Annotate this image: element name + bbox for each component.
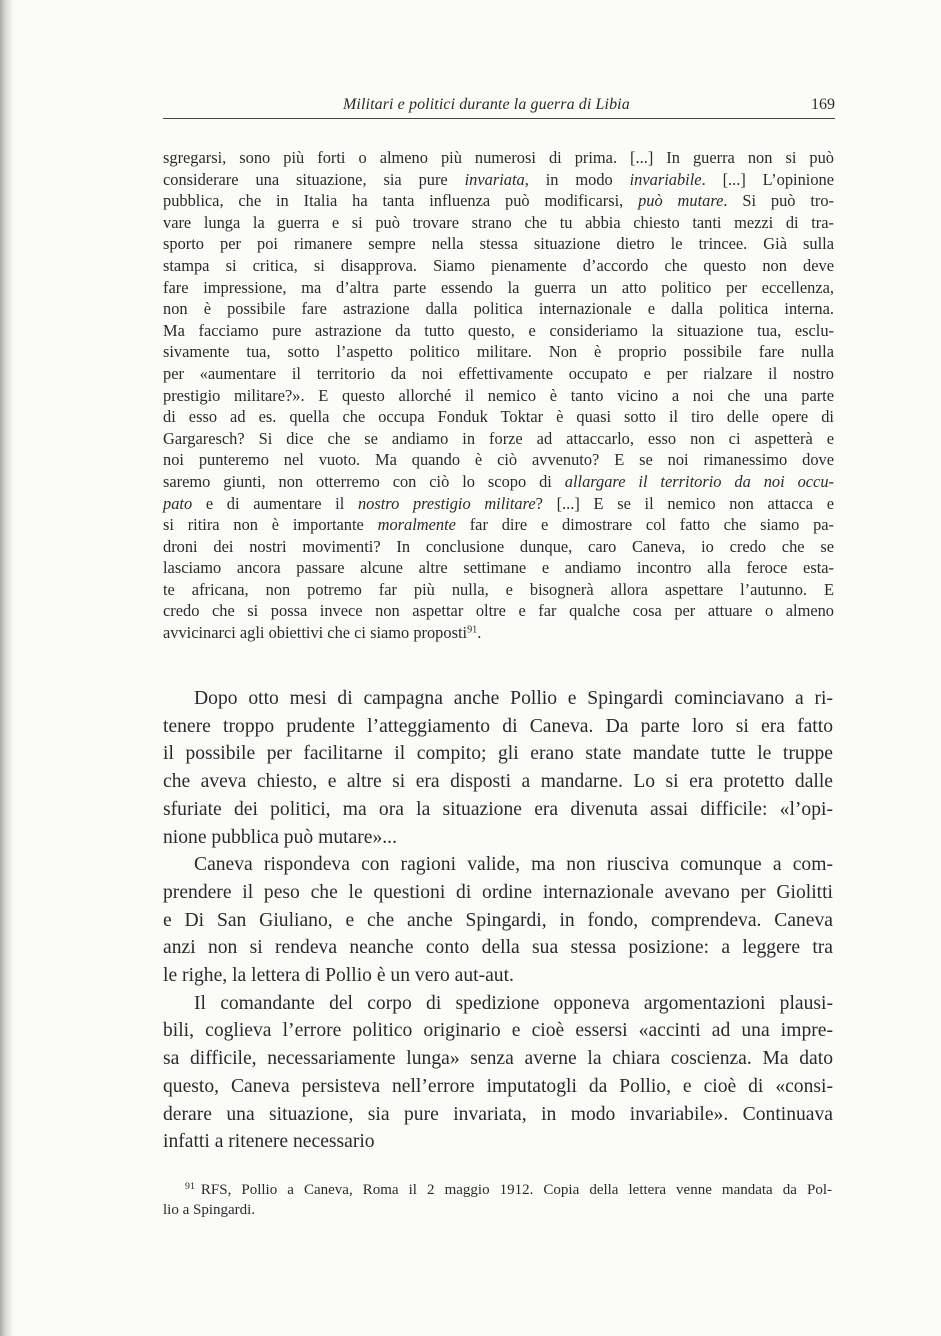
body-line: sfuriate dei politici, ma ora la situazione era divenuta assai difficile: «l’opi-	[163, 798, 833, 820]
body-line: il possibile per facilitarne il compito; gli erano state mandate tutte le truppe	[163, 743, 833, 765]
footnote-line	[163, 1180, 832, 1200]
quote-line: pato e di aumentare il nostro prestigio militare? [...] E se il nemico non attacca e	[163, 493, 834, 513]
quote-line: vare lunga la guerra e si può trovare strano che tu abbia chiesto tanti mezzi di tra-	[163, 212, 834, 232]
italic-phrase: pato	[163, 493, 193, 513]
body-line: anzi non si rendeva neanche conto della sua stessa posizione: a leggere tra	[163, 937, 833, 959]
quote-line: sgregarsi, sono più forti o almeno più numerosi di prima. [...] In guerra non si può	[163, 148, 834, 167]
quote-line: non è possibile fare astrazione dalla politica internazionale e dalla politica interna.	[163, 299, 834, 319]
body-line: Il comandante del corpo di spedizione opponeva argomentazioni plausi-	[194, 992, 833, 1014]
quote-line: considerare una situazione, sia pure invariata, in modo invariabile. [...] L’opinione	[163, 169, 835, 189]
body-line: Caneva rispondeva con ragioni valide, ma non riusciva comunque a com-	[194, 854, 833, 876]
italic-phrase: allargare il territorio da noi occu-	[564, 471, 834, 491]
header-rule	[163, 118, 835, 119]
quote-line: lasciamo ancora passare alcune altre settimane e andiamo incontro alla feroce esta-	[163, 558, 834, 578]
quote-line: pubblica, che in Italia ha tanta influenza può modificarsi, può mutare. Si può tro-	[163, 191, 834, 211]
footnote	[163, 1180, 832, 1220]
body-line: Dopo otto mesi di campagna anche Pollio e Spingardi cominciavano a ri-	[194, 688, 833, 709]
quote-line: saremo giunti, non otterremo con ciò lo scopo di allargare il territorio da noi occu-	[163, 471, 834, 491]
body-line: e Di San Giuliano, e che anche Spingardi, in fondo, comprendeva. Caneva	[163, 909, 833, 931]
quote-line: credo che si possa invece non aspettar oltre e far qualche cosa per attuare o almeno	[163, 601, 834, 621]
quote-line: si ritira non è importante moralmente far dire e dimostrare col fatto che siamo pa-	[163, 515, 834, 535]
quote-line: Gargaresch? Si dice che se andiamo in forze ad attaccarlo, esso non ci aspetterà e	[163, 428, 834, 448]
running-title: Militari e politici durante la guerra di Libia	[343, 96, 630, 113]
body-line: questo, Caneva persisteva nell’errore imputatogli da Pollio, e cioè di «consi-	[163, 1075, 833, 1097]
quote-line: stampa si critica, si disapprova. Siamo pienamente d’accordo che questo non deve	[163, 255, 834, 275]
quote-end-punctuation: .	[477, 623, 482, 643]
quote-line	[163, 622, 834, 644]
footnote-line: lio a Spingardi.	[163, 1202, 256, 1218]
body-line: sa difficile, necessariamente lunga» senza averne la chiara coscienza. Ma dato	[163, 1048, 833, 1070]
footnote-number: 91	[185, 1181, 195, 1193]
italic-phrase: può mutare	[638, 191, 724, 211]
quote-line: droni dei nostri movimenti? In conclusione dunque, caro Caneva, io credo che se	[163, 536, 834, 556]
quote-line: di esso ad es. quella che occupa Fonduk Toktar è quasi sotto il tiro delle opere di	[163, 407, 834, 427]
quote-line: fare impressione, ma d’altra parte essendo la guerra un atto politico per eccellenza,	[163, 277, 834, 297]
quote-line: prestigio militare?». E questo allorché il nemico è tanto vicino a noi che una parte	[163, 385, 834, 405]
footnote-reference: 91	[467, 624, 478, 636]
body-line: prendere il peso che le questioni di ordine internazionale avevano per Giolitti	[163, 881, 833, 903]
body-line: derare una situazione, sia pure invariata, in modo invariabile». Continuava	[163, 1103, 833, 1125]
body-line: che aveva chiesto, e altre si era disposti a mandarne. Lo si era protetto dalle	[163, 771, 833, 793]
body-text	[163, 685, 833, 1156]
italic-phrase: invariabile	[629, 169, 702, 189]
footnote-text: RFS, Pollio a Caneva, Roma il 2 maggio 1912. Copia della lettera venne mandata da Pol-	[200, 1182, 832, 1198]
italic-phrase: nostro prestigio militare	[357, 493, 536, 513]
body-line: bili, coglieva l’errore politico originario e cioè essersi «accinti ad una impre-	[163, 1020, 833, 1042]
body-line: tenere troppo prudente l’atteggiamento di Caneva. Da parte loro si era fatto	[163, 715, 833, 737]
page-binding-shadow	[0, 0, 14, 1336]
body-line: infatti a ritenere necessario	[163, 1131, 375, 1153]
block-quote	[163, 147, 834, 644]
body-line: nione pubblica può mutare»...	[163, 826, 397, 848]
quote-line: sporto per poi rimanere sempre nella stessa situazione dietro le trincee. Già sulla	[163, 234, 834, 254]
quote-line: per «aumentare il territorio da noi effettivamente occupato e per rialzare il nostro	[163, 363, 834, 383]
quote-last-text: avvicinarci agli obiettivi che ci siamo proposti	[163, 623, 468, 643]
quote-line: Ma facciamo pure astrazione da tutto questo, e consideriamo la situazione tua, esclu-	[163, 320, 834, 340]
quote-line: noi punteremo nel vuoto. Ma quando è ciò avvenuto? E se noi rimanessimo dove	[163, 450, 834, 470]
quote-line: te africana, non potremo far più nulla, e bisognerà allora aspettare l’autunno. E	[163, 579, 834, 599]
running-header	[163, 92, 835, 118]
quote-line: sivamente tua, sotto l’aspetto politico militare. Non è proprio possibile fare nulla	[163, 342, 834, 362]
page-number: 169	[811, 96, 835, 113]
italic-phrase: invariata	[464, 169, 525, 189]
body-line: le righe, la lettera di Pollio è un vero aut-aut.	[163, 965, 514, 987]
italic-phrase: moralmente	[377, 515, 456, 535]
